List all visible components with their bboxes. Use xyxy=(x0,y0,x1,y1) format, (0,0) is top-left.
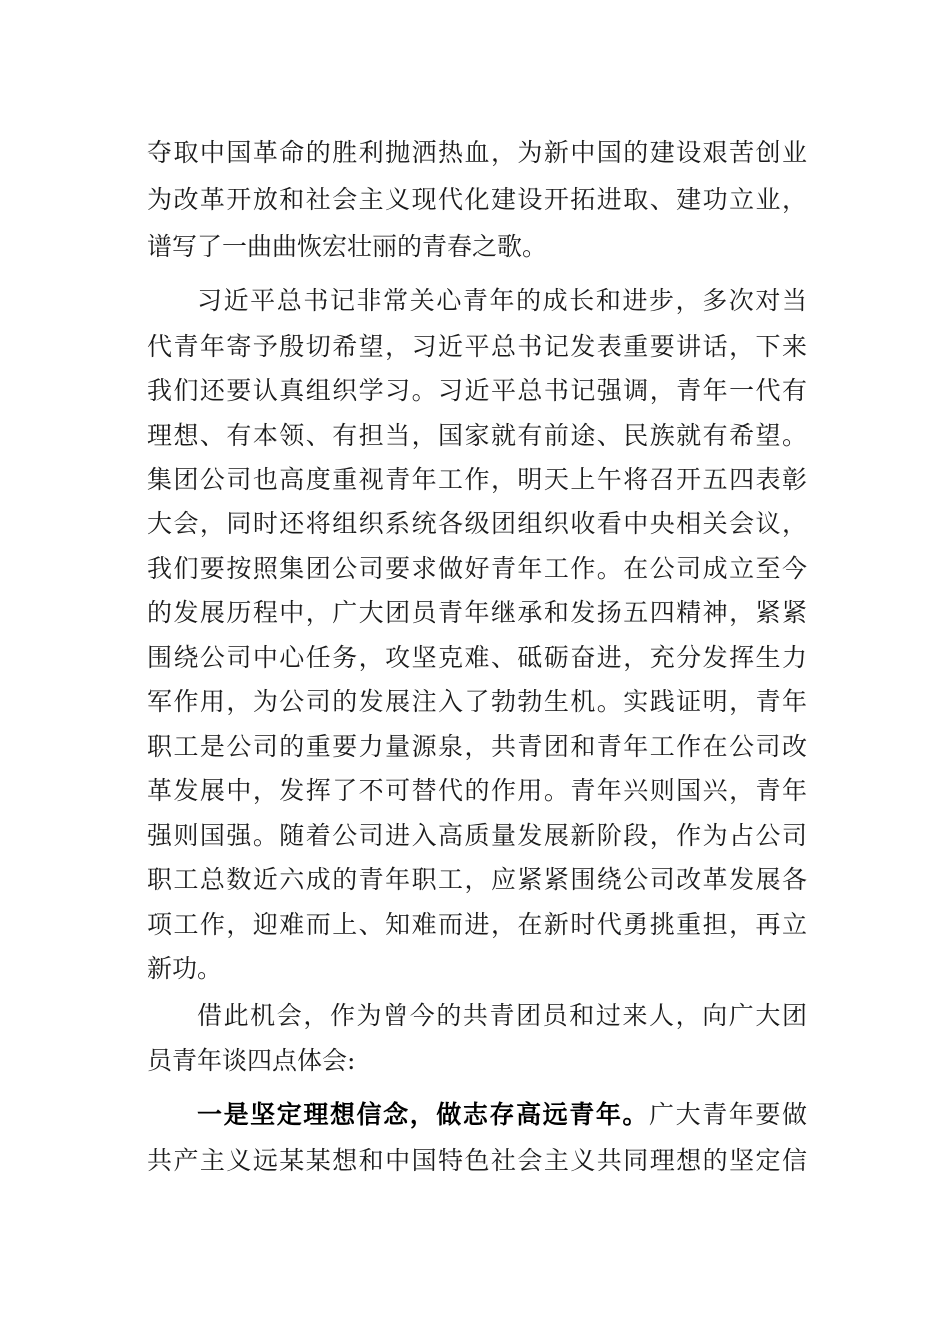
paragraph-2-line-5: 集团公司也高度重视青年工作，明天上午将召开五四表彰 xyxy=(147,465,807,494)
paragraph-2-line-3: 我们还要认真组织学习。习近平总书记强调，青年一代有 xyxy=(147,376,807,405)
paragraph-1-line-3: 谱写了一曲曲恢宏壮丽的青春之歌。 xyxy=(147,232,548,261)
paragraph-2-line-8: 的发展历程中，广大团员青年继承和发扬五四精神，紧紧 xyxy=(147,598,807,627)
paragraph-2-line-4: 理想、有本领、有担当，国家就有前途、民族就有希望。 xyxy=(147,421,807,450)
paragraph-2-line-1: 习近平总书记非常关心青年的成长和进步，多次对当 xyxy=(197,286,807,315)
paragraph-2-line-9: 围绕公司中心任务，攻坚克难、砥砺奋进，充分发挥生力 xyxy=(147,643,807,672)
paragraph-2-line-13: 强则国强。随着公司进入高质量发展新阶段，作为占公司 xyxy=(147,821,807,850)
paragraph-4-line-2: 共产主义远某某想和中国特色社会主义共同理想的坚定信 xyxy=(147,1146,807,1175)
paragraph-1-line-1: 夺取中国革命的胜利抛洒热血，为新中国的建设艰苦创业 xyxy=(147,138,807,167)
paragraph-2-line-11: 职工是公司的重要力量源泉，共青团和青年工作在公司改 xyxy=(147,732,807,761)
paragraph-2-line-16: 新功。 xyxy=(147,954,223,983)
paragraph-2-line-7: 我们要按照集团公司要求做好青年工作。在公司成立至今 xyxy=(147,554,807,583)
paragraph-3-line-1: 借此机会，作为曾今的共青团员和过来人，向广大团 xyxy=(197,1001,807,1030)
paragraph-2-line-10: 军作用，为公司的发展注入了勃勃生机。实践证明，青年 xyxy=(147,687,807,716)
paragraph-4-line-1 xyxy=(197,1095,807,1135)
paragraph-4-bold-lead: 一是坚定理想信念，做志存高远青年。 xyxy=(197,1100,650,1129)
paragraph-2-line-12: 革发展中，发挥了不可替代的作用。青年兴则国兴，青年 xyxy=(147,776,807,805)
paragraph-2-line-6: 大会，同时还将组织系统各级团组织收看中央相关会议， xyxy=(147,509,807,538)
paragraph-3-line-2: 员青年谈四点体会: xyxy=(147,1046,356,1075)
paragraph-2-line-14: 职工总数近六成的青年职工，应紧紧围绕公司改革发展各 xyxy=(147,865,807,894)
paragraph-2-line-15: 项工作，迎难而上、知难而进，在新时代勇挑重担，再立 xyxy=(147,910,807,939)
paragraph-4-line-1-rest: 广大青年要做 xyxy=(649,1100,807,1129)
paragraph-1-line-2: 为改革开放和社会主义现代化建设开拓进取、建功立业， xyxy=(147,185,807,214)
paragraph-2-line-2: 代青年寄予殷切希望，习近平总书记发表重要讲话，下来 xyxy=(147,332,807,361)
